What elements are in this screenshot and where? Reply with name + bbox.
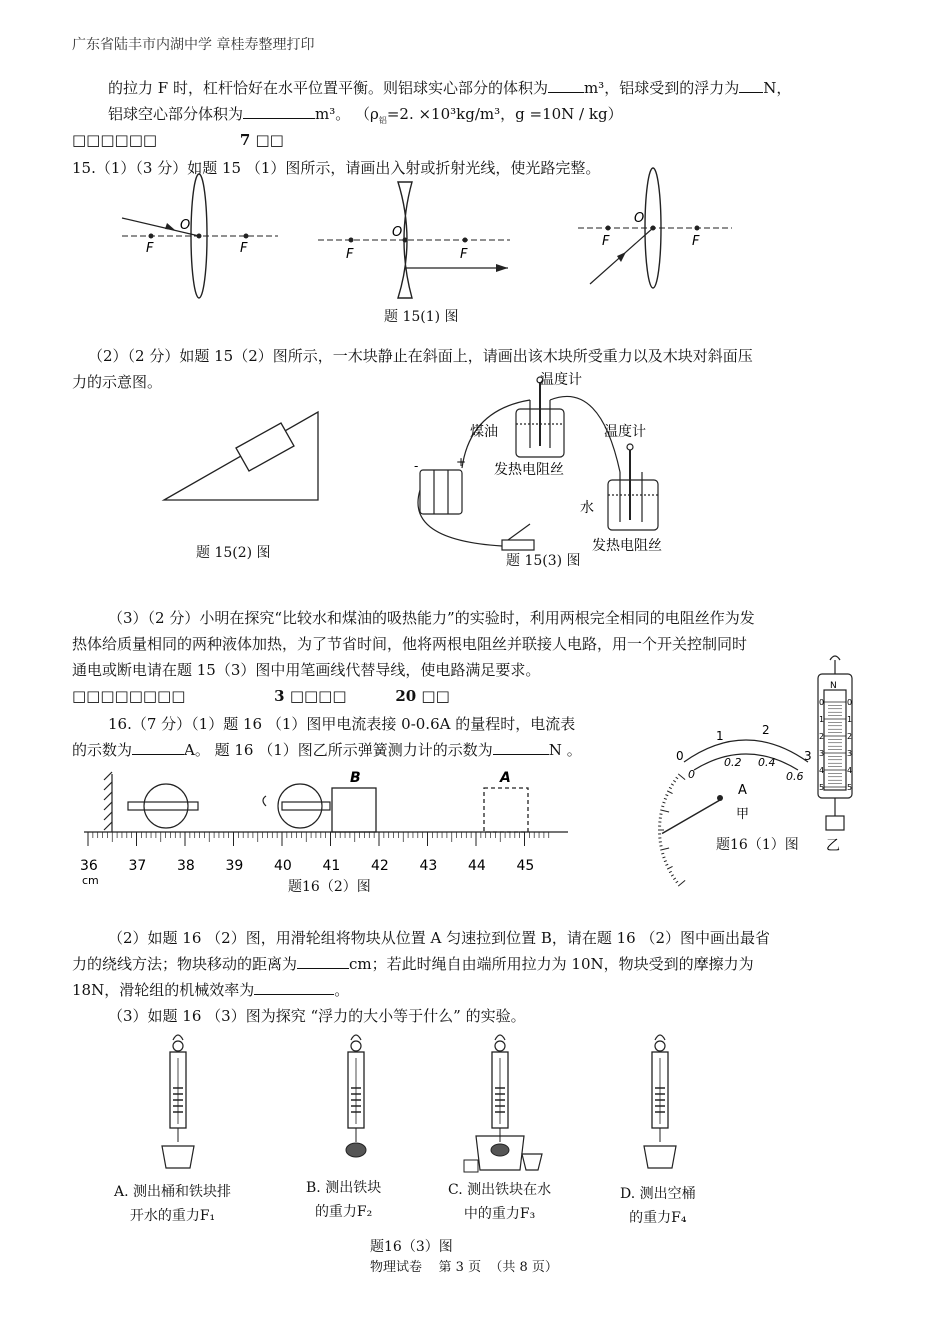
q15-part3-line2: 热体给质量相同的两种液体加热，为了节省时间，他将两根电阻丝并联接人电路，用一个开关控制同时 <box>72 635 748 653</box>
heater-label: 发热电阻丝 <box>592 538 662 554</box>
ruler-tick-label: 43 <box>419 858 438 874</box>
step-d-line1: D. 测出空桶 <box>620 1186 696 1202</box>
stand-icon <box>464 1160 478 1172</box>
section-title: □□□□□□ <box>72 131 158 149</box>
heater-label: 发热电阻丝 <box>494 462 564 478</box>
block-a-label: A <box>500 770 511 786</box>
spring-tick-label: 1 <box>819 715 825 724</box>
q14-text: 的拉力 F 时，杠杆恰好在水平位置平衡。则铝球实心部分的体积为 <box>108 79 548 97</box>
q15-part2-line2: 力的示意图。 <box>72 373 163 391</box>
thermometer-label: 温度计 <box>540 372 582 388</box>
battery-minus: - <box>414 459 419 473</box>
q15-part1-text: 15.（1）（3 分）如题 15 （1）图所示，请画出入射或折射光线，使光路完整。 <box>72 159 601 177</box>
focal-label: F <box>240 241 248 256</box>
spring-tick-label: 5 <box>819 783 825 792</box>
section-title: □□□□□□□□ <box>72 687 186 705</box>
q16-part1-line1: 16.（7 分）（1）题 16 （1）图甲电流表接 0-0.6A 的量程时，电流表 <box>108 715 576 733</box>
fig15-1-caption: 题 15(1) 图 <box>384 309 459 325</box>
step-c-line1: C. 测出铁块在水 <box>448 1182 552 1198</box>
q14-text: N， <box>763 79 792 97</box>
spring-scales-row <box>162 1035 676 1172</box>
spring-tick-label: 2 <box>819 732 825 741</box>
spring-scale-c <box>492 1035 508 1142</box>
ammeter-bottom-label: 0.4 <box>758 756 776 769</box>
spring-tick-label: 3 <box>847 749 853 758</box>
ammeter-bottom-label: 0 <box>688 768 695 781</box>
center-label: O <box>392 225 403 240</box>
water-label: 水 <box>580 500 594 516</box>
fig16-1-caption: 题16（1）图 <box>716 837 799 853</box>
spring-tick-label: 1 <box>847 715 853 724</box>
q16-part2-line1: （2）如题 16 （2）图，用滑轮组将物块从位置 A 匀速拉到位置 B，请在题 16 （2）图中画出最省 <box>108 929 771 947</box>
q16-text: N 。 <box>548 741 582 759</box>
q16-part3-text: （3）如题 16 （3）图为探究 “浮力的大小等于什么” 的实验。 <box>108 1007 526 1025</box>
step-a-caption <box>114 1180 231 1228</box>
ammeter-bottom-label: 0.2 <box>724 756 742 769</box>
spring-tick-label: 4 <box>847 766 853 775</box>
spring-scale-d <box>652 1035 668 1142</box>
iron-block-icon <box>491 1144 509 1156</box>
ruler-tick-label: 39 <box>225 858 244 874</box>
spring-tick-label: 0 <box>847 698 853 707</box>
step-c-line2: 中的重力F₃ <box>463 1206 536 1222</box>
hook-icon <box>655 1035 665 1040</box>
q15-part2-line1: （2）（2 分）如题 15（2）图所示，一木块静止在斜面上，请画出该木块所受重力以及木块对斜面压 <box>88 347 753 365</box>
ruler-tick-label: 42 <box>371 858 389 874</box>
q16-text: 。 <box>334 981 350 999</box>
spring-unit: N <box>830 681 837 691</box>
ammeter-unit: A <box>738 783 747 798</box>
spring-scale-b <box>348 1035 364 1142</box>
q14-subscript: 铝 <box>378 116 387 125</box>
spring-tick-label: 5 <box>847 783 853 792</box>
step-d-line2: 的重力F₄ <box>629 1210 687 1226</box>
q16-text: cm；若此时绳自由端所用拉力为 10N，物块受到的摩擦力为 <box>349 955 754 973</box>
page-footer: 物理试卷 第 3 页 （共 8 页） <box>370 1260 558 1275</box>
section-points: 7 □□ <box>239 131 284 149</box>
step-c-caption <box>448 1178 551 1226</box>
bucket-icon <box>162 1146 194 1168</box>
ruler-tick-label: 44 <box>468 858 486 874</box>
spring-tick-label: 4 <box>819 766 825 775</box>
ring-icon <box>655 1041 665 1051</box>
ring-icon <box>495 1041 505 1051</box>
ruler-tick-label: 38 <box>177 858 195 874</box>
fig15-3-caption: 题 15(3) 图 <box>506 553 581 569</box>
step-b-line2: 的重力F₂ <box>314 1204 373 1220</box>
spring-scale-a <box>170 1035 186 1142</box>
iron-block-icon <box>346 1143 366 1157</box>
ammeter-bottom-label: 0.6 <box>786 770 804 783</box>
q16-text: 的示数为 <box>72 741 133 759</box>
battery-plus: + <box>456 455 467 469</box>
section-points: 3 □□□□ <box>274 687 347 705</box>
fig15-2-caption: 题 15(2) 图 <box>196 545 271 561</box>
q16-text: 力的绕线方法；物块移动的距离为 <box>72 955 298 973</box>
step-a-line1: A. 测出桶和铁块排 <box>114 1184 232 1200</box>
q14-text: =2. ×10³kg/m³，g =10N / kg） <box>386 105 623 123</box>
q16-text: A。 题 16 （1）图乙所示弹簧测力计的示数为 <box>184 741 493 759</box>
fig16-3-caption: 题16（3）图 <box>370 1239 453 1255</box>
step-b-caption <box>306 1176 381 1224</box>
step-a-line2: 开水的重力F₁ <box>129 1208 216 1224</box>
focal-label: F <box>602 234 610 249</box>
ammeter-top-label: 3 <box>804 749 812 763</box>
ruler-unit: cm <box>82 874 99 887</box>
ammeter-top-label: 0 <box>676 749 684 763</box>
q14-text: m³，铝球受到的浮力为 <box>583 79 740 97</box>
q14-text: 铝球空心部分体积为 <box>108 105 244 123</box>
ruler-tick-label: 37 <box>128 858 147 874</box>
hook-icon <box>351 1035 361 1040</box>
ring-icon <box>351 1041 361 1051</box>
section-points: 20 □□ <box>395 687 450 705</box>
thermometer-label: 温度计 <box>604 424 646 440</box>
spring-tick-label: 0 <box>819 698 825 707</box>
ruler-tick-label: 40 <box>274 858 292 874</box>
q14-text: m³。 （ρ <box>315 105 379 123</box>
hook-icon <box>495 1035 505 1040</box>
q15-part3-line1: （3）（2 分）小明在探究“比较水和煤油的吸热能力”的实验时，利用两根完全相同的电阻丝作为发 <box>108 609 755 627</box>
q16-text: 18N，滑轮组的机械效率为 <box>72 981 255 999</box>
center-label: O <box>180 218 191 233</box>
step-d-caption <box>620 1182 696 1230</box>
ruler-tick-label: 41 <box>322 858 341 874</box>
focal-label: F <box>460 247 468 262</box>
ruler-tick-label: 45 <box>516 858 535 874</box>
q15-part3-line3: 通电或断电请在题 15（3）图中用笔画线代替导线，使电路满足要求。 <box>72 661 541 679</box>
focal-label: F <box>692 234 700 249</box>
ammeter-top-label: 1 <box>716 729 724 743</box>
focal-label: F <box>146 241 154 256</box>
spring-tick-label: 3 <box>819 749 825 758</box>
bucket-icon <box>644 1146 676 1168</box>
fig16-2-caption: 题16（2）图 <box>288 879 371 895</box>
ring-icon <box>173 1041 183 1051</box>
hook-icon <box>173 1035 183 1040</box>
focal-label: F <box>346 247 354 262</box>
spring-label: 乙 <box>826 838 840 854</box>
ruler-tick-label: 36 <box>80 858 98 874</box>
spring-tick-label: 2 <box>847 732 853 741</box>
ammeter-label: 甲 <box>736 807 750 822</box>
school-header: 广东省陆丰市内湖中学 章桂寿整理打印 <box>72 37 315 53</box>
bucket-icon <box>522 1154 542 1170</box>
step-b-line1: B. 测出铁块 <box>306 1180 382 1196</box>
center-label: O <box>634 211 645 226</box>
ammeter-top-label: 2 <box>762 723 770 737</box>
block-b-label: B <box>350 770 361 786</box>
kerosene-label: 煤油 <box>470 424 498 440</box>
